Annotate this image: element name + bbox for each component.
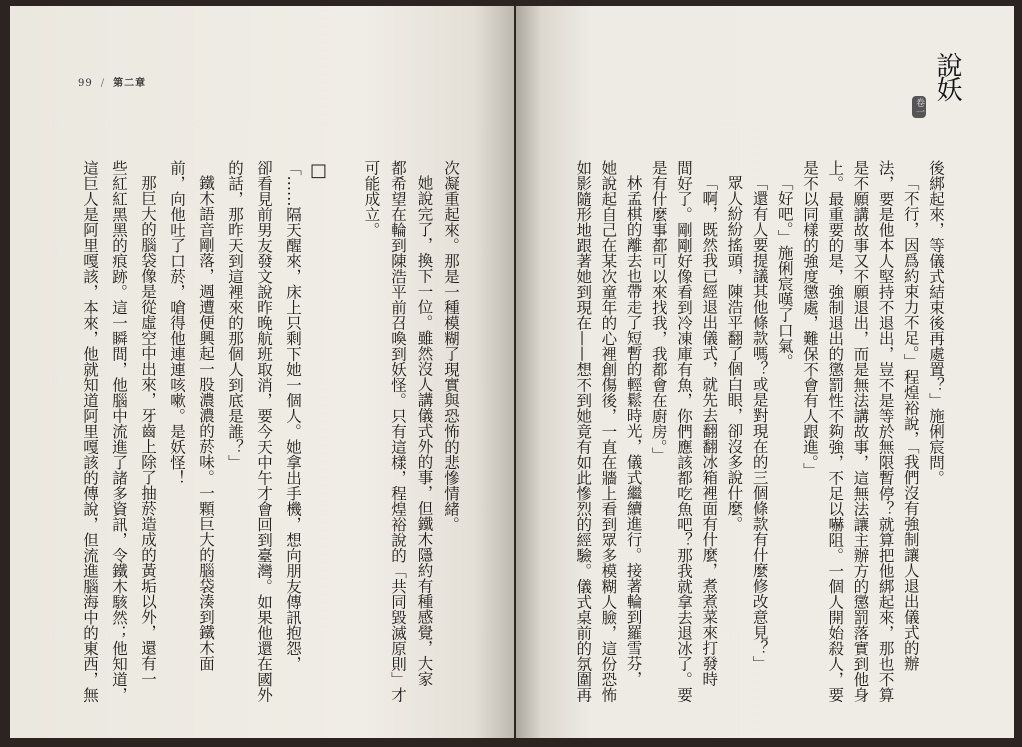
text-column: 「好吧。」施俐宸嘆了口氣。 <box>775 175 794 369</box>
book-logo <box>912 52 972 132</box>
text-column: 林孟棋的離去也帶走了短暫的輕鬆時光，儀式繼續進行。接著輪到羅雪芬， <box>624 175 643 687</box>
text-column: 些紅紅黑黑的痕跡。這一瞬間，他腦中流進了諸多資訊，令鐵木駭然；他知道， <box>110 160 128 703</box>
text-column: 鐵木語音剛落，週遭便興起一股濃濃的菸味。一顆巨大的腦袋湊到鐵木面 <box>197 175 215 671</box>
section-break-mark: □ <box>308 160 329 181</box>
text-column: 這巨人是阿里嘎該，本來，他就知道阿里嘎該的傳說，但流進腦海中的東西，無 <box>81 160 99 703</box>
text-column: 後綁起來，等儀式結束後再處置？」施俐宸問。 <box>927 160 945 486</box>
text-column: 「……隔天醒來，床上只剩下她一個人。她拿出手機，想向朋友傳訊抱怨， <box>284 160 302 672</box>
header-separator: / <box>100 78 106 89</box>
text-column: 都希望在輪到陳浩平前召喚到妖怪。只有這樣，程煌裕說的「共同毀滅原則」才 <box>389 160 407 703</box>
text-column: 如影隨形地跟著她到現在——想不到她竟有如此慘烈的經驗。儀式桌前的氛圍再 <box>574 160 593 703</box>
text-column: 她說起自己在某次童年的心裡創傷後，一直在牆上看到眾多模糊人臉，這份恐怖 <box>599 160 618 703</box>
page-number: 99 <box>78 78 93 89</box>
text-column: 間好了。剛剛好像看到冷凍庫有魚，你們應該都吃魚吧？那我就拿去退冰了。要 <box>675 160 693 703</box>
text-column: 「啊，既然我已經退出儀式，就先去翻翻冰箱裡面有什麼，煮煮菜來打發時 <box>700 175 719 687</box>
text-column: 是有什麼事都可以來找我，我都會在廚房。」 <box>649 160 668 463</box>
text-column: 「不行，因爲約束力不足。」程煌裕說，「我們沒有強制讓人退出儀式的辦 <box>901 175 920 671</box>
text-column: 前，向他吐了口菸，嗆得他連連咳嗽。是妖怪！ <box>168 160 186 486</box>
chapter-title: 第二章 <box>113 78 147 89</box>
text-column: 卻看見前男友發文說昨晚航班取消，要今天中午才會回到臺灣。如果他還在國外 <box>255 160 273 703</box>
text-column: 上。最重要的是，強制退出的懲罰性不夠強，不足以嚇阻。一個人開始殺人，要 <box>826 160 845 703</box>
volume-badge: 卷一 <box>914 98 924 116</box>
text-column: 眾人紛紛搖頭，陳浩平翻了個白眼，卻沒多說什麼。 <box>725 175 744 532</box>
text-column: 可能成立。 <box>362 160 381 238</box>
book-title-logo: 說妖 <box>932 52 962 100</box>
running-header <box>78 74 146 89</box>
text-column: 那巨大的腦袋像是從虛空中出來，牙齒上除了抽菸造成的黃垢以外，還有一 <box>139 175 157 687</box>
text-column: 她說完了，換下一位。雖然沒人講儀式外的事，但鐵木隱約有種感覺，大家 <box>415 175 434 687</box>
text-column: 的話，那昨天到這裡來的那個人到底是誰？」 <box>226 160 244 470</box>
text-column: 是不願講故事又不願退出，而是無法講故事，這無法讓主辦方的懲罰落實到他身 <box>851 160 870 703</box>
text-column: 法，要是他本人堅持不退出，豈不是等於無限暫停？就算把他綁起來，那也不算 <box>876 160 895 703</box>
text-column: 次凝重起來。那是一種模糊了現實與恐怖的悲慘情緒。 <box>442 160 460 532</box>
text-column: 「還有人要提議其他條款嗎？或是對現在的三個條款有什麼修改意見？」 <box>750 175 769 671</box>
text-column: 是不以同樣的強度懲處，難保不會有人跟進。」 <box>801 160 819 478</box>
